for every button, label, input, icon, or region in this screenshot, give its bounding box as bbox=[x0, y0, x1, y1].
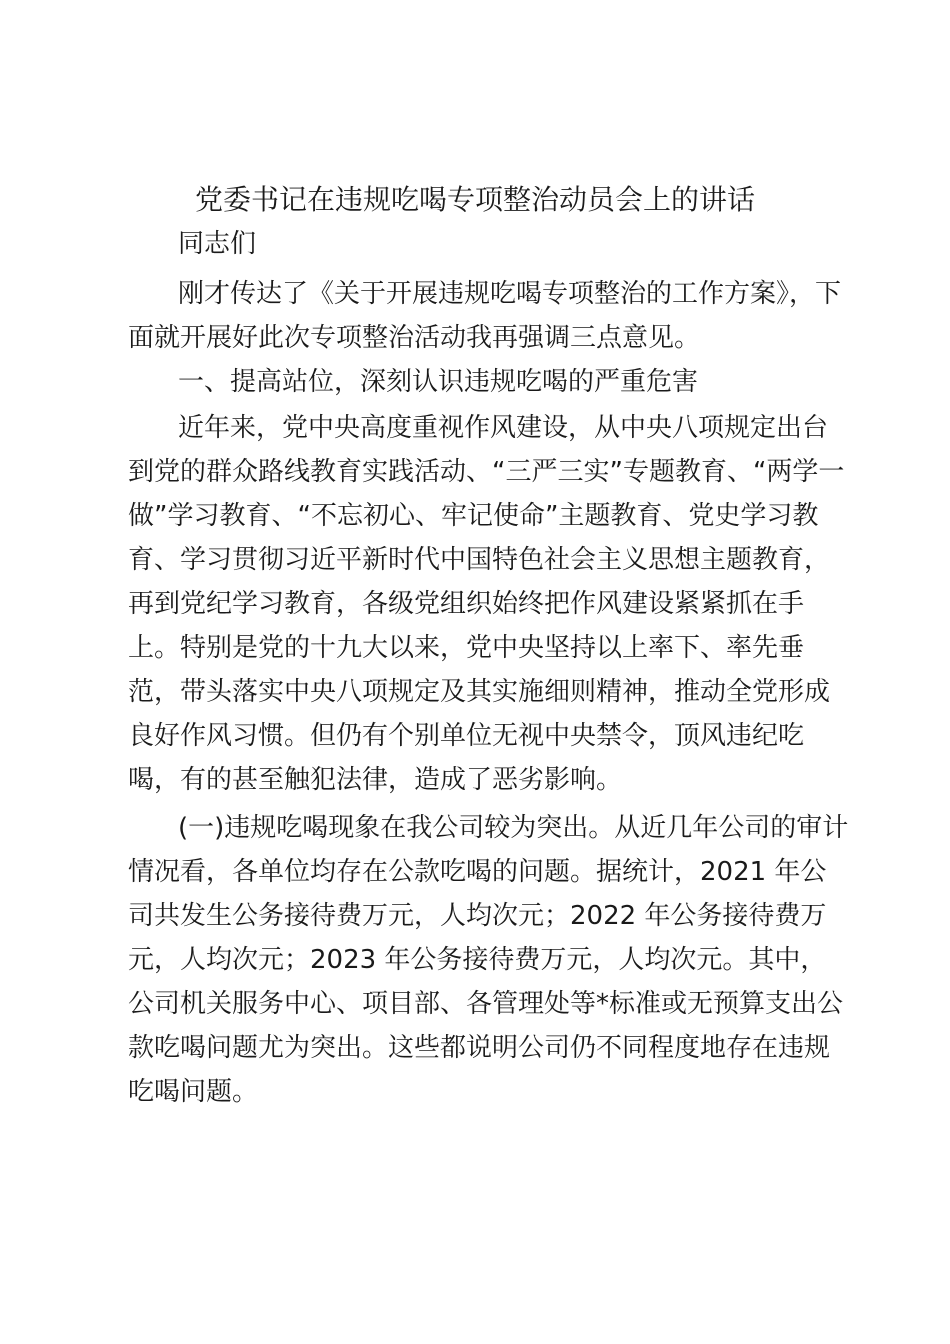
body-line: 良好作风习惯。但仍有个别单位无视中央禁令，顶风违纪吃 bbox=[128, 721, 805, 751]
body-line: 刚才传达了《关于开展违规吃喝专项整治的工作方案》，下 bbox=[178, 279, 842, 309]
body-line: 吃喝问题。 bbox=[128, 1077, 259, 1107]
section-heading: 一、提高站位，深刻认识违规吃喝的严重危害 bbox=[178, 367, 699, 397]
subsection-line: (一)违规吃喝现象在我公司较为突出。从近几年公司的审计 bbox=[178, 813, 849, 843]
body-line: 育、学习贯彻习近平新时代中国特色社会主义思想主题教育， bbox=[128, 545, 831, 575]
body-line: 再到党纪学习教育，各级党组织始终把作风建设紧紧抓在手 bbox=[128, 589, 805, 619]
body-line: 喝，有的甚至触犯法律，造成了恶劣影响。 bbox=[128, 765, 623, 795]
body-line: 做”学习教育、“不忘初心、牢记使命”主题教育、党史学习教 bbox=[128, 501, 819, 531]
body-line: 上。特别是党的十九大以来，党中央坚持以上率下、率先垂 bbox=[128, 633, 805, 663]
document-title: 党委书记在违规吃喝专项整治动员会上的讲话 bbox=[194, 183, 755, 216]
body-line: 到党的群众路线教育实践活动、“三严三实”专题教育、“两学一 bbox=[128, 457, 845, 487]
body-line: 情况看，各单位均存在公款吃喝的问题。据统计，2021 年公 bbox=[128, 857, 827, 887]
body-line: 范，带头落实中央八项规定及其实施细则精神，推动全党形成 bbox=[128, 677, 831, 707]
body-line: 元，人均次元；2023 年公务接待费万元，人均次元。其中， bbox=[128, 945, 827, 975]
body-line: 司共发生公务接待费万元，人均次元；2022 年公务接待费万 bbox=[128, 901, 827, 931]
salutation: 同志们 bbox=[178, 229, 257, 259]
body-line: 面就开展好此次专项整治活动我再强调三点意见。 bbox=[128, 323, 701, 353]
body-line: 款吃喝问题尤为突出。这些都说明公司仍不同程度地存在违规 bbox=[128, 1033, 831, 1063]
body-line: 近年来，党中央高度重视作风建设，从中央八项规定出台 bbox=[178, 413, 829, 443]
body-line: 公司机关服务中心、项目部、各管理处等*标准或无预算支出公 bbox=[128, 989, 844, 1019]
